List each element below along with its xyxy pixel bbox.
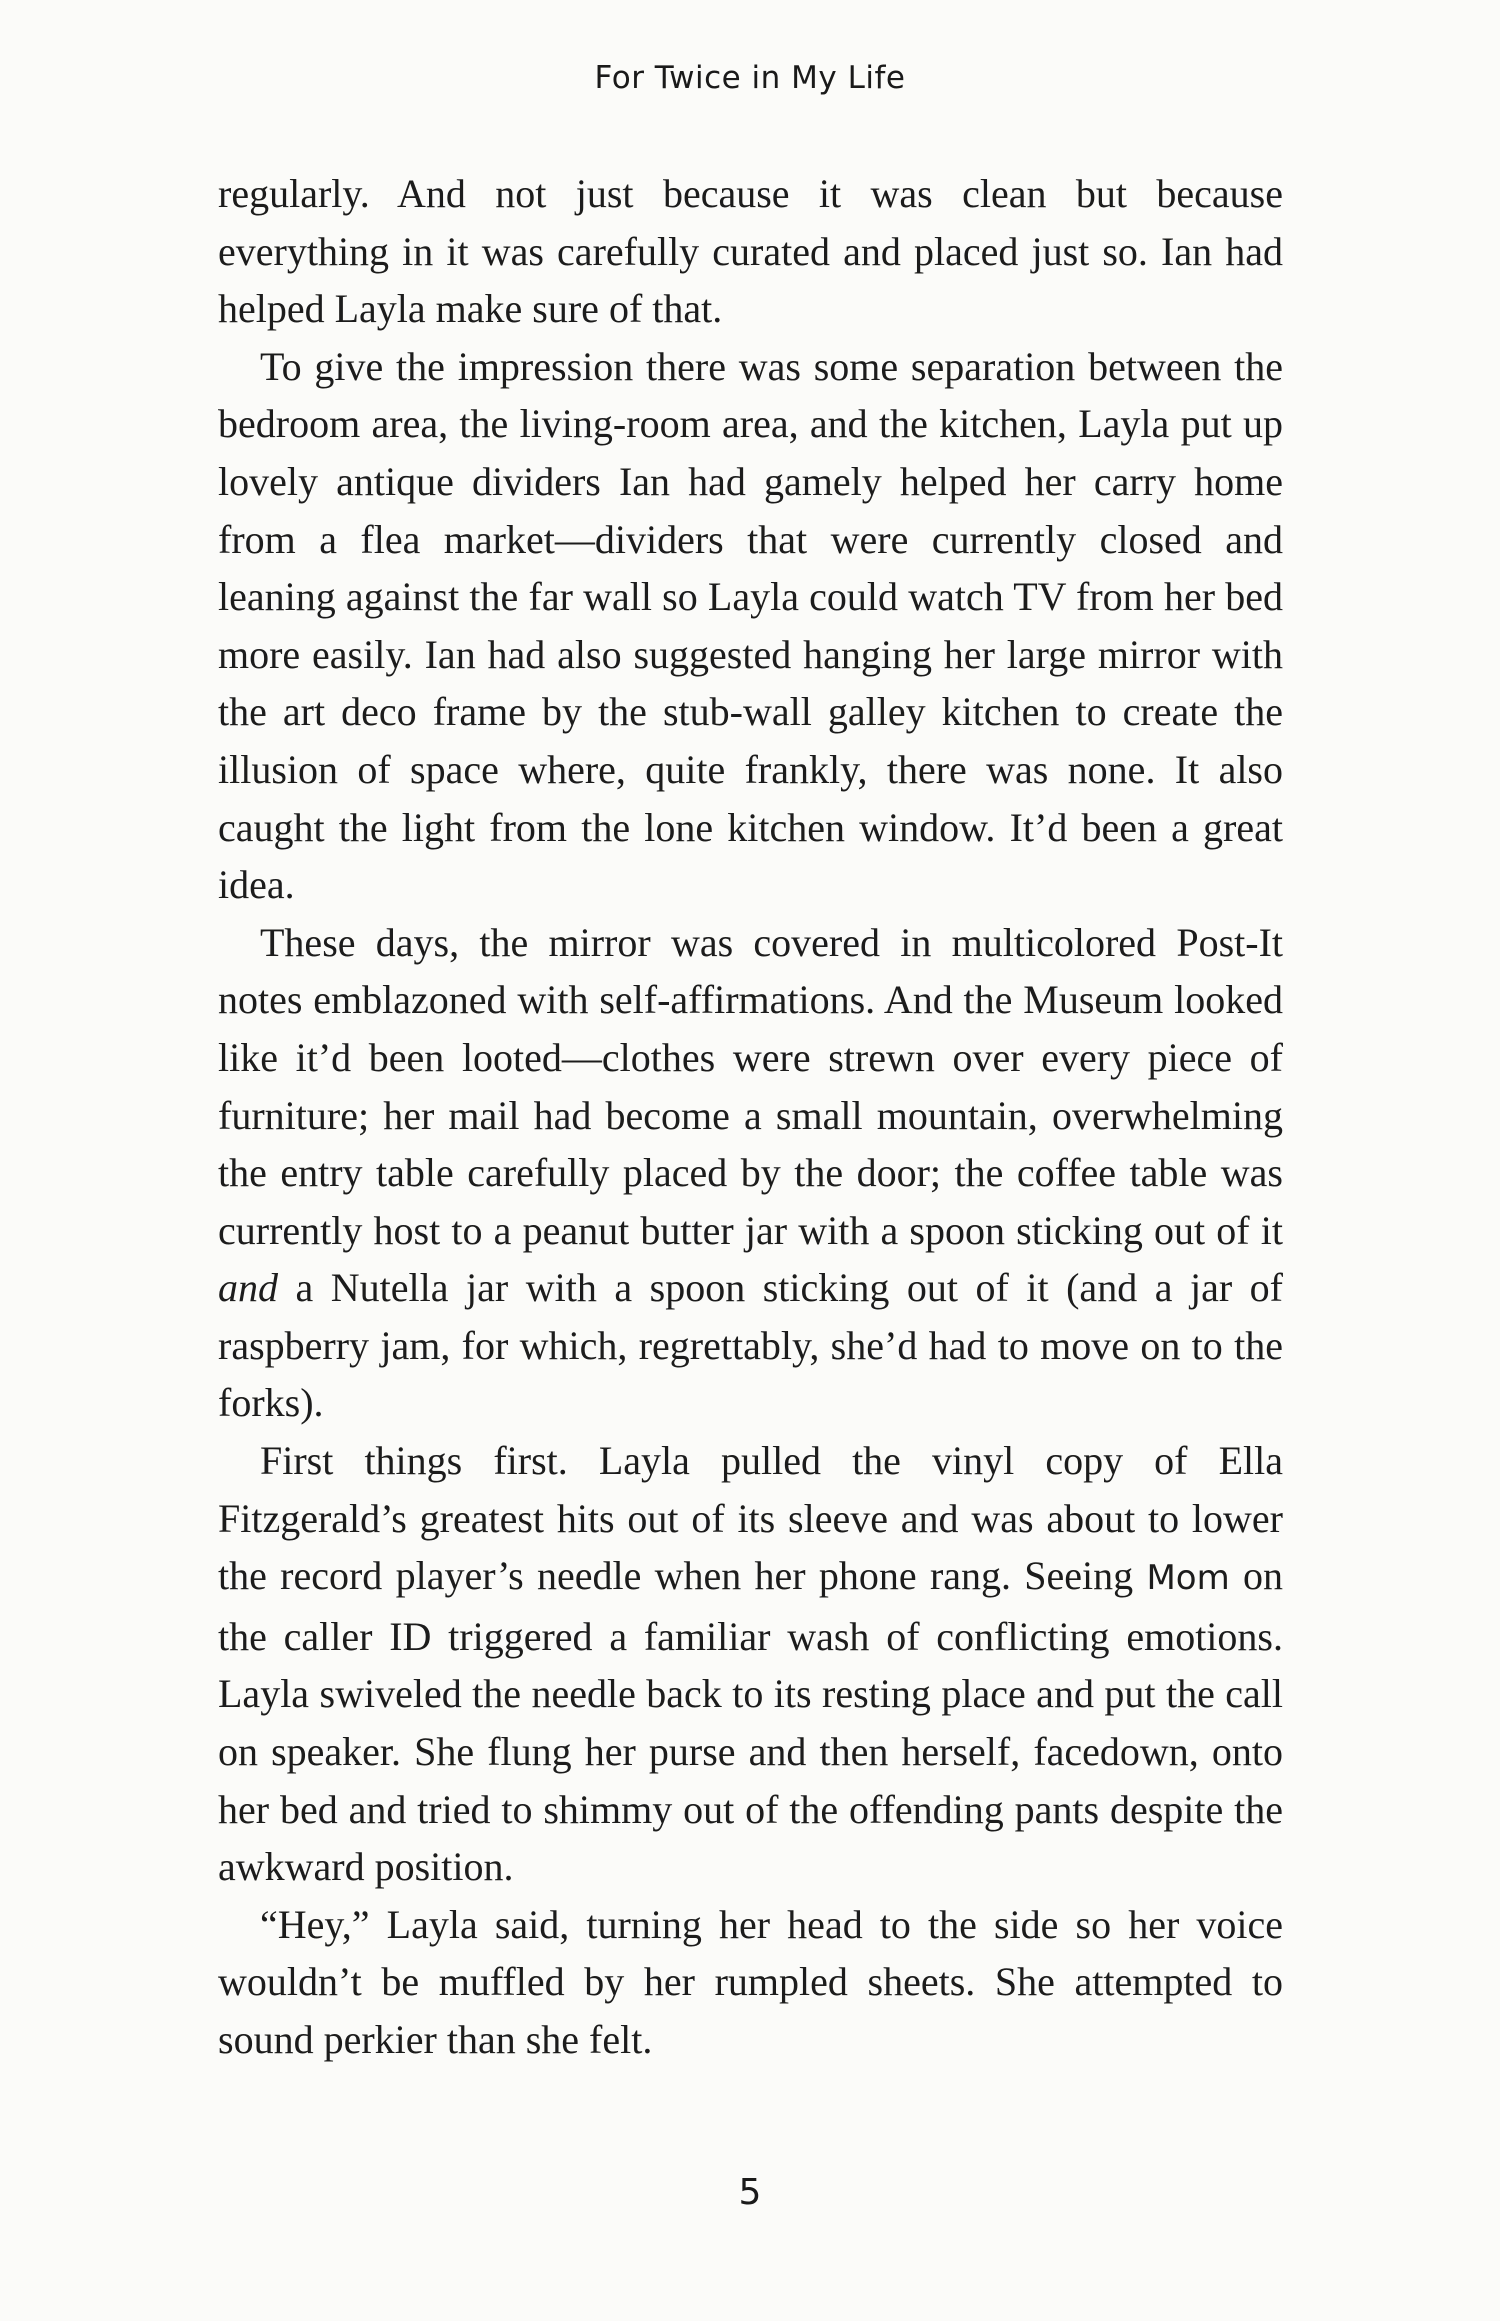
running-head-title: For Twice in My Life <box>594 60 906 96</box>
paragraph-1: regularly. And not just because it was clean but because everything in it was carefully curated and placed just so. Ian had helped Layla make sure of that. <box>218 171 1283 332</box>
paragraph-4 <box>218 1432 1283 1896</box>
body-text <box>218 165 1283 2069</box>
caller-id-mom: Mom <box>1146 1558 1230 1599</box>
paragraph-2: To give the impression there was some separation between the bedroom area, the living-room area, and the kitchen, Layla put up lovely antique dividers Ian had gamely helped her carry home from a flea market—dividers that were currently closed and leaning against the far wall so Layla could watch TV from her bed more easily. Ian had also suggested hanging her large mirror with the art deco frame by the stub-wall galley kitchen to create the illusion of space where, quite frankly, there was none. It also caught the light from the lone kitchen window. It’d been a great idea. <box>218 343 1283 908</box>
paragraph-3-text-before: These days, the mirror was covered in multicolored Post-It notes emblazoned with self-affirmations. And the Museum looked like it’d been looted—clothes were strewn over every piece of furniture; her mail had become a small mountain, overwhelming the entry table carefully placed by the door; the coffee table was currently host to a peanut butter jar with a spoon sticking out of it <box>218 919 1283 1253</box>
paragraph-4-text-after: on the caller ID triggered a familiar wash of conflicting emotions. Layla swiveled the needle back to its resting place and put the call on speaker. She flung her purse and then herself, facedown, onto her bed and tried to shimmy out of the offending pants despite the awkward position. <box>218 1553 1284 1890</box>
paragraph-5: “Hey,” Layla said, turning her head to the side so her voice wouldn’t be muffled by her rumpled sheets. She attempted to sound perkier than she felt. <box>218 1901 1283 2062</box>
paragraph-3 <box>218 914 1283 1432</box>
italic-emphasis-and: and <box>218 1265 278 1311</box>
paragraph-3-text-after: a Nutella jar with a spoon sticking out of it (and a jar of raspberry jam, for which, regrettably, she’d had to move on to the forks). <box>218 1265 1283 1426</box>
page-number: 5 <box>738 2172 762 2213</box>
paragraph-4-text-before: First things first. Layla pulled the vinyl copy of Ella Fitzgerald’s greatest hits out of its sleeve and was about to lower the record player’s needle when her phone rang. Seeing <box>218 1438 1283 1599</box>
